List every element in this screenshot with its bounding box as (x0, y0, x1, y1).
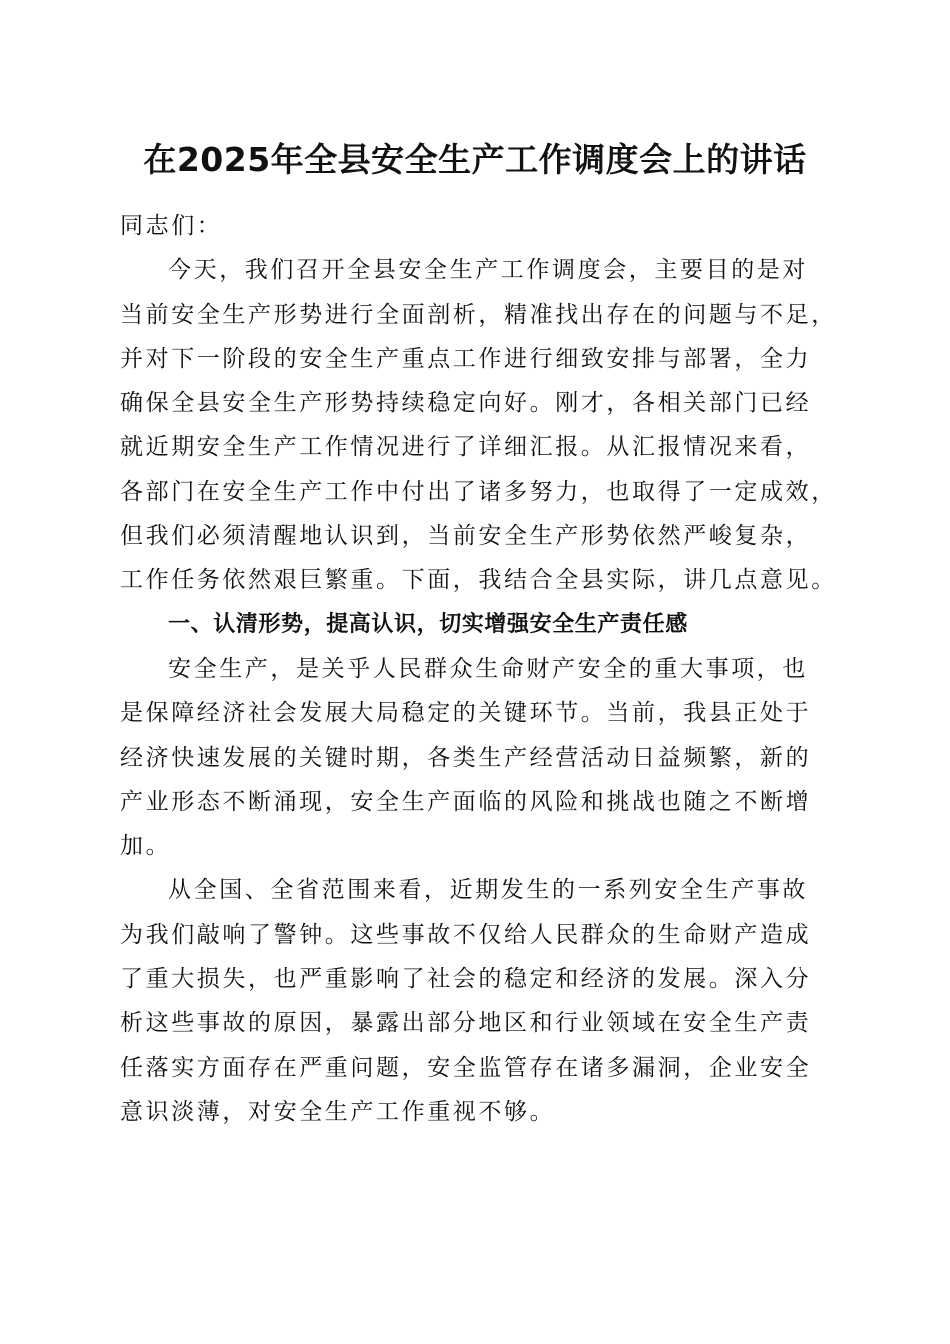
paragraph-line: 经济快速发展的关键时期，各类生产经营活动日益频繁，新的 (120, 744, 812, 771)
paragraph-line: 就近期安全生产工作情况进行了详细汇报。从汇报情况来看， (120, 434, 812, 461)
salutation: 同志们： (120, 213, 223, 239)
intro-paragraph (120, 248, 837, 602)
paragraph-line: 但我们必须清醒地认识到，当前安全生产形势依然严峻复杂， (120, 523, 812, 550)
paragraph-line: 安全生产，是关乎人民群众生命财产安全的重大事项，也 (168, 655, 808, 682)
section-heading: 一、认清形势，提高认识，切实增强安全生产责任感 (168, 611, 688, 637)
paragraph-line: 各部门在安全生产工作中付出了诸多努力，也取得了一定成效， (120, 478, 837, 505)
document-title: 在2025年全县安全生产工作调度会上的讲话 (143, 140, 807, 179)
paragraph-line: 当前安全生产形势进行全面剖析，精准找出存在的问题与不足， (120, 301, 837, 328)
paragraph-line: 析这些事故的原因，暴露出部分地区和行业领域在安全生产责 (120, 1010, 812, 1037)
paragraph-line: 意识淡薄，对安全生产工作重视不够。 (120, 1098, 556, 1125)
document-body (120, 204, 837, 1134)
paragraph-line: 工作任务依然艰巨繁重。下面，我结合全县实际，讲几点意见。 (120, 567, 837, 594)
paragraph-line: 为我们敲响了警钟。这些事故不仅给人民群众的生命财产造成 (120, 921, 812, 948)
paragraph-line: 加。 (120, 833, 172, 860)
section-paragraph (120, 647, 832, 868)
paragraph-line: 确保全县安全生产形势持续稳定向好。刚才，各相关部门已经 (120, 390, 812, 417)
paragraph-line: 今天，我们召开全县安全生产工作调度会，主要目的是对 (168, 257, 808, 284)
paragraph-line: 并对下一阶段的安全生产重点工作进行细致安排与部署，全力 (120, 345, 812, 372)
paragraph-line: 产业形态不断涌现，安全生产面临的风险和挑战也随之不断增 (120, 788, 812, 815)
paragraph-line: 是保障经济社会发展大局稳定的关键环节。当前，我县正处于 (120, 700, 812, 727)
paragraph-line: 任落实方面存在严重问题，安全监管存在诸多漏洞，企业安全 (120, 1054, 812, 1081)
section-paragraph (120, 868, 832, 1134)
paragraph-line: 了重大损失，也严重影响了社会的稳定和经济的发展。深入分 (120, 966, 812, 993)
paragraph-line: 从全国、全省范围来看，近期发生的一系列安全生产事故 (168, 877, 808, 904)
